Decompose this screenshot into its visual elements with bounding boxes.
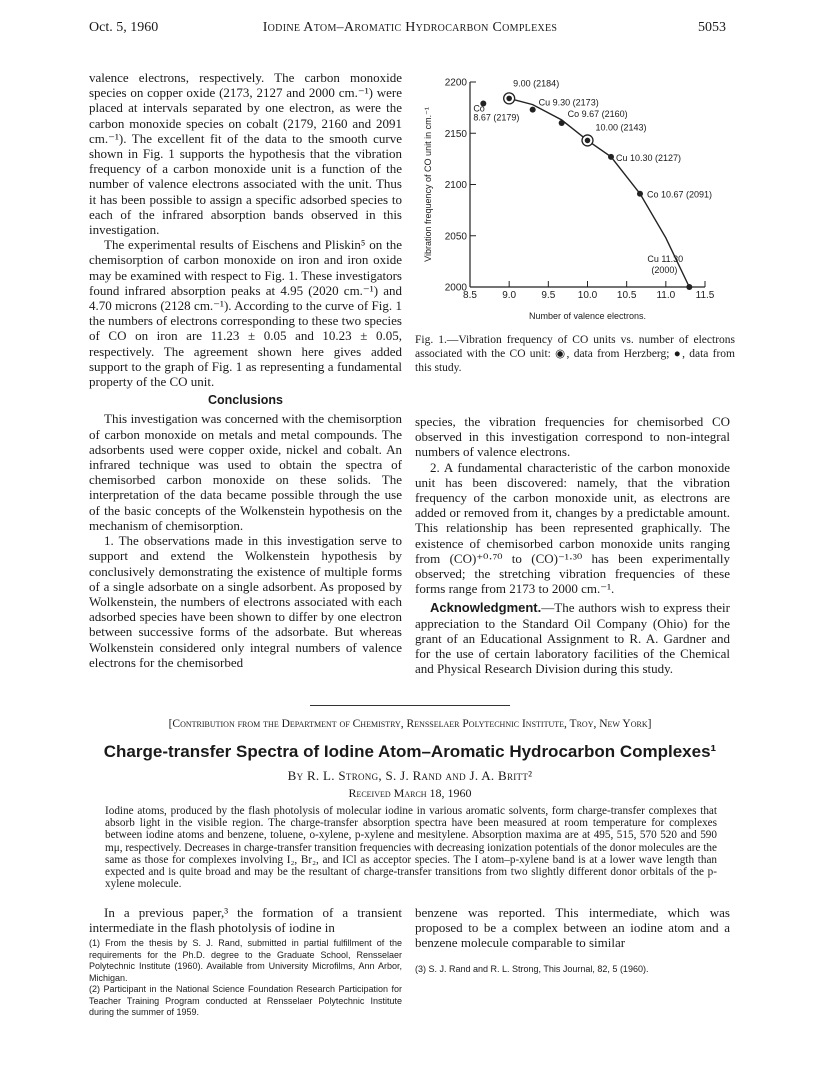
abstract: Iodine atoms, produced by the flash photolysis of molecular iodine in various aromatic solvents, form charge-transfer complexes that absorb light in the visible region. The charge-transfer absorption spectra have been measured at room temperature for complexes between iodine atoms and benzene, toluene, o-xylene, p-xylene and mesitylene. Absorption maxima are at 495, 515, 570 520 and 590 mμ, respectively. Decreases in charge-transfer transition frequencies with decreasing ionization potentials of the donor molecules are the same as those for complexes involving I₂, Br₂, and ICl as acceptor species. The I atom–p-xylene band is at a lower wave length than expected and is quite broad and may be the resultant of charge-transfer transitions from two slightly different donor orbitals of the p-xylene molecule. bbox=[105, 805, 717, 891]
y-tick-label: 2100 bbox=[444, 180, 467, 191]
section-divider bbox=[310, 705, 510, 706]
figure-1-chart bbox=[415, 72, 750, 332]
footnote-3: (3) S. J. Rand and R. L. Strong, This Journal, 82, 5 (1960). bbox=[415, 964, 649, 974]
point-label: Cu 11.30 bbox=[647, 254, 684, 264]
paragraph: This investigation was concerned with the chemisorption of carbon monoxide on metals and metal compounds. The adsorbents used were copper oxide, nickel and cobalt. An infrared technique was used to obtain the spectra of chemisorbed carbon monoxide on these solids. The interpretation of the data became possible through the use of the basic concepts of the Wolkenstein hypothesis on the mechanism of chemisorption. bbox=[89, 411, 402, 533]
y-tick-label: 2150 bbox=[444, 128, 467, 140]
herzberg-point bbox=[585, 138, 591, 144]
acknowledgment-heading: Acknowledgment. bbox=[430, 600, 542, 616]
acknowledgment-text: —The authors wish to express their appreciation to the Standard Oil Company (Ohio) for the grant of an Educational Assignment to R. A. Gardner and for the use of certain laboratory facilities of the Chemical and Physical Research Division during this study. bbox=[415, 600, 730, 677]
section-heading: Conclusions bbox=[207, 393, 283, 408]
x-tick-label: 9.5 bbox=[541, 290, 556, 301]
study-point bbox=[530, 107, 536, 113]
point-label: 10.00 (2143) bbox=[595, 122, 647, 133]
paragraph: The experimental results of Eischens and Pliskin⁵ on the chemisorption of carbon monoxide on iron and iron oxide may be examined with respect to Fig. 1. These investigators found infrared absorption peaks at 4.95 (2020 cm.⁻¹) and 4.70 microns (2128 cm.⁻¹). According to the curve of Fig. 1 the numbers of electrons corresponding to these two species of CO on iron are 11.23 ± 0.05 and 10.23 ± 0.05, respectively. The agreement shown here gives added support to the graph of Fig. 1 as representing a fundamental property of the CO unit. bbox=[89, 237, 402, 390]
point-label: (2000) bbox=[651, 265, 678, 275]
x-tick-label: 10.0 bbox=[577, 290, 598, 301]
x-tick-label: 8.5 bbox=[463, 290, 477, 301]
acknowledgment bbox=[415, 600, 730, 676]
running-title: Iodine Atom–Aromatic Hydrocarbon Complexes bbox=[262, 20, 558, 35]
footnote-2: (2) Participant in the National Science Foundation Research Participation for Teacher Training Program conducted at Rensselaer Polytechnic Institute during the summer of 1959. bbox=[89, 984, 402, 1017]
right-column bbox=[415, 414, 730, 676]
paragraph: 2. A fundamental characteristic of the carbon monoxide unit has been discovered: namely, that the vibration frequency of the carbon monoxide unit, as electrons are added or removed from it, changes by a predictable amount. This relationship has been represented graphically. The existence of chemisorbed carbon monoxide units ranging from (CO)⁺⁰·⁷⁰ to (CO)⁻¹·³⁰ has been experimentally observed; the stretching vibration frequencies of these forms range from 2173 to 2000 cm.⁻¹. bbox=[415, 459, 730, 597]
x-tick-label: 11.0 bbox=[656, 290, 676, 301]
point-label: 8.67 (2179) bbox=[473, 112, 520, 123]
x-axis-label: Number of valence electrons. bbox=[528, 311, 647, 321]
paragraph: benzene was reported. This intermediate, which was proposed to be a complex between an iodine atom and a benzene molecule comparable to similar bbox=[415, 905, 730, 950]
contribution-line: [Contribution from the Department of Chemistry, Rensselaer Polytechnic Institute, Troy, New York] bbox=[168, 718, 652, 730]
study-point bbox=[637, 191, 643, 197]
study-point bbox=[686, 284, 692, 290]
y-tick-label: 2050 bbox=[444, 231, 467, 243]
point-label: Cu 10.30 (2127) bbox=[616, 152, 682, 163]
point-label: Cu 9.30 (2173) bbox=[538, 97, 599, 108]
y-axis-label: Vibration frequency of CO unit in cm.⁻¹ bbox=[423, 107, 433, 262]
x-tick-label: 11.5 bbox=[695, 290, 715, 301]
intro-right-column bbox=[415, 905, 730, 976]
page-number: 5053 bbox=[698, 20, 726, 35]
x-tick-label: 10.5 bbox=[616, 290, 637, 301]
x-tick-label: 9.0 bbox=[502, 290, 517, 301]
y-tick-label: 2000 bbox=[444, 282, 467, 294]
article-authors: By R. L. Strong, S. J. Rand and J. A. Britt² bbox=[287, 768, 533, 783]
intro-left-column bbox=[89, 905, 402, 1019]
article-title: Charge-transfer Spectra of Iodine Atom–Aromatic Hydrocarbon Complexes¹ bbox=[103, 742, 717, 761]
footnote-1: (1) From the thesis by S. J. Rand, submitted in partial fulfillment of the requirements for the Ph.D. degree to the Graduate School, Rensselaer Polytechnic Institute (1960). Available from University Microfilms, Ann Arbor, Michigan. bbox=[89, 938, 402, 983]
point-label: 9.00 (2184) bbox=[513, 78, 560, 89]
point-label: Co 9.67 (2160) bbox=[567, 109, 628, 119]
point-label: Co bbox=[473, 103, 485, 114]
page-date: Oct. 5, 1960 bbox=[89, 20, 159, 35]
paragraph: 1. The observations made in this investigation serve to support and extend the Wolkenstein hypothesis by conclusively demonstrating the existence of multiple forms of a single adsorbate on a single adsorbent. As proposed by Wolkenstein, the numbers of electrons associated with each adsorbed species have been shown to differ by one electron between successive forms of the adsorbate. But whereas Wolkenstein considered only integral numbers of valence electrons for the chemisorbed bbox=[89, 533, 402, 670]
left-column bbox=[89, 70, 402, 670]
paragraph: species, the vibration frequencies for chemisorbed CO observed in this investigation correspond to non-integral numbers of valence electrons. bbox=[415, 414, 730, 460]
y-tick-label: 2200 bbox=[444, 77, 467, 89]
study-point bbox=[559, 120, 565, 126]
paragraph: In a previous paper,³ the formation of a transient intermediate in the flash photolysis of iodine in bbox=[89, 905, 402, 935]
study-point bbox=[608, 154, 614, 160]
paragraph: valence electrons, respectively. The carbon monoxide species on copper oxide (2173, 2127 and 2000 cm.⁻¹) were placed at intervals separated by one electron, as were the carbon monoxide species on cobalt (2179, 2160 and 2091 cm.⁻¹). The excellent fit of the data to the smooth curve shown in Fig. 1 supports the hypothesis that the vibration frequency of a carbon monoxide unit is a function of the number of valence electrons associated with the unit. Thus it has been possible to assign a specific adsorbed species to each of the infrared absorption bands observed in this investigation. bbox=[89, 70, 402, 238]
received-date: Received March 18, 1960 bbox=[348, 786, 472, 800]
herzberg-point bbox=[506, 96, 512, 102]
point-label: Co 10.67 (2091) bbox=[646, 189, 713, 200]
figure-caption: Fig. 1.—Vibration frequency of CO units vs. number of electrons associated with the CO unit: ◉, data from Herzberg; ●, data from this study. bbox=[415, 334, 735, 374]
